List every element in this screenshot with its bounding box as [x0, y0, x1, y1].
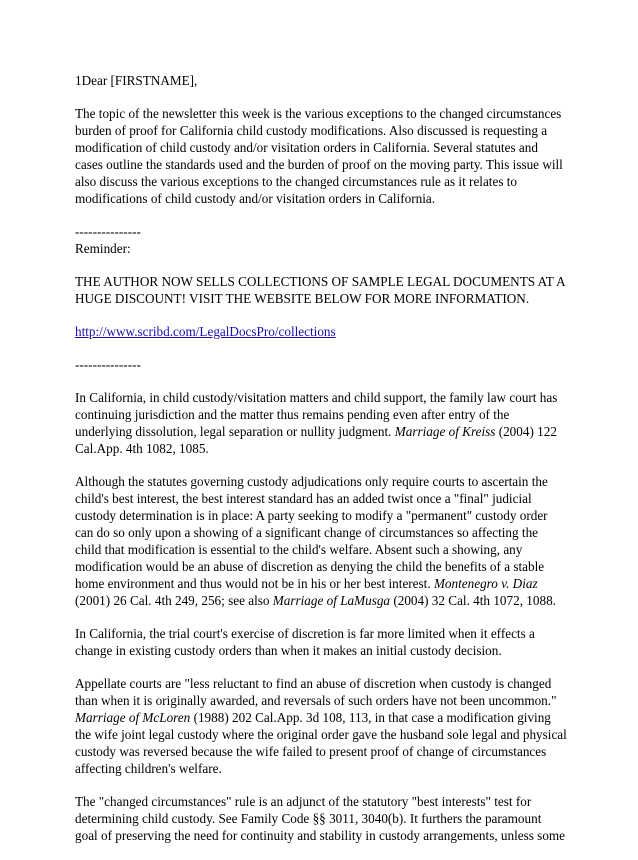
- divider-top: ---------------: [75, 224, 141, 239]
- paragraph-changed-circumstances: The "changed circumstances" rule is an adjunct of the statutory "best interests" test for determining child custody. See Family Code §§ 3011, 3040(b). It furthers the paramount goal of preserving the need for continuity and stability in custody arrangements, unless some: [75, 794, 566, 843]
- reminder-text: THE AUTHOR NOW SELLS COLLECTIONS OF SAMPLE LEGAL DOCUMENTS AT A HUGE DISCOUNT! VISIT THE WEBSITE BELOW FOR MORE INFORMATION.: [75, 274, 565, 306]
- paragraph-jurisdiction-text: In California, in child custody/visitation matters and child support, the family law court has continuing jurisdiction and the matter thus remains pending even after entry of the underlying dissolution, legal separation or nullity judgment.: [75, 390, 558, 439]
- divider-bottom: ---------------: [75, 357, 141, 372]
- case-name-kreiss: Marriage of Kreiss: [394, 424, 496, 439]
- link-paragraph: [75, 323, 567, 340]
- case-name-mcloren: Marriage of McLoren: [75, 710, 191, 725]
- salutation: 1Dear [FIRSTNAME],: [75, 73, 198, 88]
- paragraph-appellate: [75, 675, 567, 777]
- citation-kreiss: (2004) 122 Cal.App. 4th 1082, 1085.: [75, 424, 557, 456]
- paragraph-best-interest: [75, 473, 567, 609]
- case-name-lamusga: Marriage of LaMusga: [272, 593, 391, 608]
- intro-paragraph: The topic of the newsletter this week is the various exceptions to the changed circumstances burden of proof for California child custody modifications. Also discussed is requesting a modification of child custody and/or visitation orders in California. Several statutes and cases outline the standards used and the burden of proof on the moving party. This issue will also discuss the various exceptions to the changed circumstances rule as it relates to modifications of child custody and/or visitation orders in California.: [75, 106, 563, 206]
- citation-mcloren: (1988) 202 Cal.App. 3d 108, 113, in that case a modification giving the wife joint legal custody where the original order gave the husband sole legal and physical custody was reversed because the wife failed to present proof of change of circumstances affecting children's welfare.: [75, 710, 567, 776]
- case-name-montenegro: Montenegro v. Diaz: [433, 576, 538, 591]
- paragraph-best-interest-text: Although the statutes governing custody adjudications only require courts to ascertain the child's best interest, the best interest standard has an added twist once a "final" judicial custody determination is in place: A party seeking to modify a "permanent" custody order can do so only upon a showing of a significant change of circumstances so affecting the child that modification is essential to the child's welfare. Absent such a showing, any modification would be an abuse of discretion as denying the child the benefits of a stable home environment and thus would not be in his or her best interest.: [75, 474, 548, 591]
- collections-link[interactable]: http://www.scribd.com/LegalDocsPro/collections: [75, 324, 336, 339]
- citation-montenegro: (2001) 26 Cal. 4th 249, 256; see also: [75, 593, 273, 608]
- document-page: [75, 72, 567, 860]
- paragraph-jurisdiction: [75, 389, 567, 457]
- citation-lamusga: (2004) 32 Cal. 4th 1072, 1088.: [390, 593, 556, 608]
- paragraph-discretion: In California, the trial court's exercise of discretion is far more limited when it effects a change in existing custody orders than when it makes an initial custody decision.: [75, 626, 535, 658]
- reminder-label: Reminder:: [75, 241, 131, 256]
- paragraph-appellate-text: Appellate courts are "less reluctant to find an abuse of discretion when custody is changed than when it is originally awarded, and reversals of such orders have not been uncommon.": [75, 676, 557, 708]
